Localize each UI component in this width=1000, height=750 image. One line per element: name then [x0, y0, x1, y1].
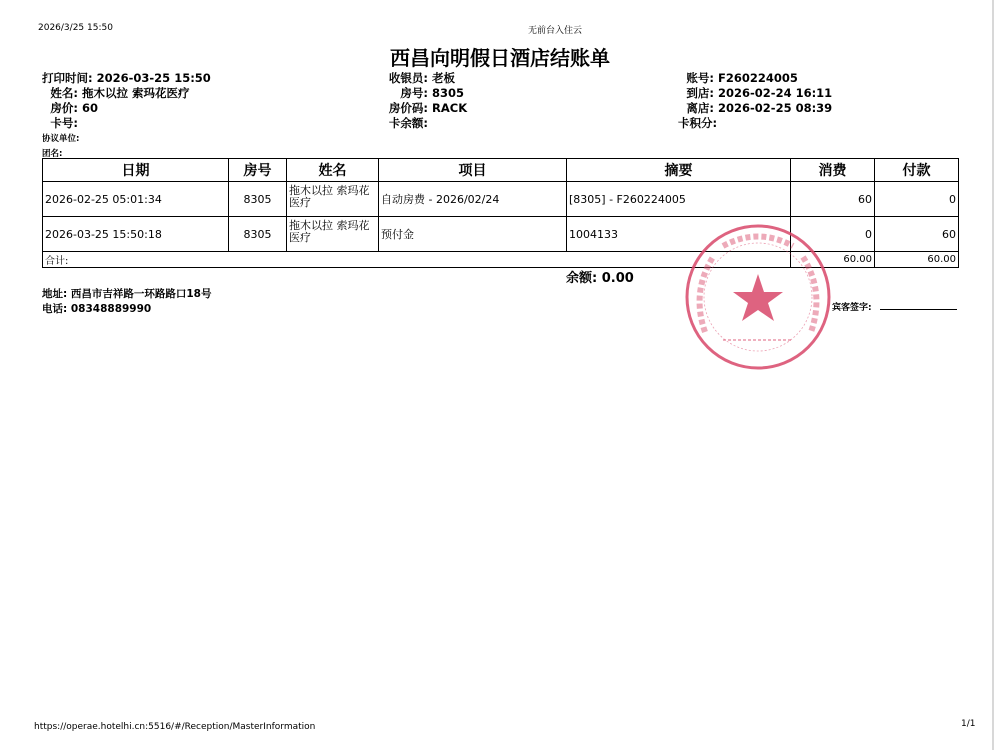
cell-name: 拖木以拉 索玛花医疗: [287, 182, 379, 217]
cell-payment: 0: [875, 182, 959, 217]
account-value: F260224005: [718, 71, 798, 85]
phone-field: [42, 301, 151, 316]
rate-label: 房价:: [50, 101, 78, 115]
cell-room: 8305: [229, 217, 287, 252]
balance-label: 余额:: [566, 271, 598, 286]
table-row: [43, 182, 959, 217]
star-icon: [733, 274, 783, 321]
rate-field: [42, 100, 98, 116]
cell-charge: 60: [791, 182, 875, 217]
account-label: 账号:: [686, 71, 714, 85]
name-field: [42, 85, 190, 101]
header-name: 姓名: [287, 159, 379, 182]
cell-payment: 60: [875, 217, 959, 252]
card-field: [42, 115, 78, 131]
name-label: 姓名:: [50, 86, 78, 100]
rate-code-value: RACK: [432, 101, 468, 115]
points-label: 卡积分:: [678, 116, 718, 130]
arrive-label: 到店:: [686, 86, 714, 100]
cell-date: 2026-03-25 15:50:18: [43, 217, 229, 252]
footer-page-number: 1/1: [961, 719, 976, 729]
rate-code-label: 房价码:: [388, 101, 428, 115]
room-value: 8305: [432, 86, 465, 100]
card-balance-label: 卡余额:: [388, 116, 428, 130]
cashier-value: 老板: [432, 71, 456, 85]
balance-value: 0.00: [601, 271, 634, 286]
room-field: [380, 85, 464, 101]
page-edge: [992, 0, 994, 750]
header-payment: 付款: [875, 159, 959, 182]
signature-label: 宾客签字:: [832, 303, 872, 313]
page-title: 西昌向明假日酒店结账单: [390, 46, 610, 70]
room-label: 房号:: [400, 86, 428, 100]
rate-value: 60: [82, 101, 99, 115]
cashier-field: [380, 70, 455, 86]
group-label: 团名:: [42, 149, 63, 159]
ledger-header-row: [43, 159, 959, 182]
signature-line: [880, 309, 957, 310]
header-summary: 摘要: [567, 159, 791, 182]
cell-item: 预付金: [379, 217, 567, 252]
arrive-field: [678, 85, 832, 101]
address-field: [42, 286, 211, 301]
header-item: 项目: [379, 159, 567, 182]
print-time-field: [42, 70, 211, 86]
account-field: [678, 70, 798, 86]
header-room: 房号: [229, 159, 287, 182]
print-time-value: 2026-03-25 15:50: [96, 71, 211, 85]
header-charge: 消费: [791, 159, 875, 182]
total-charge: 60.00: [791, 252, 875, 268]
print-header-app-name: 无前台入住云: [528, 26, 583, 36]
agreement-label: 协议单位:: [42, 134, 80, 144]
depart-label: 离店:: [686, 101, 714, 115]
agreement-field: [42, 132, 79, 144]
depart-field: [678, 100, 832, 116]
cell-item: 自动房费 - 2026/02/24: [379, 182, 567, 217]
cell-charge: 0: [791, 217, 875, 252]
cell-room: 8305: [229, 182, 287, 217]
cashier-label: 收银员:: [388, 71, 428, 85]
address-label: 地址:: [42, 288, 68, 300]
cell-summary: [8305] - F260224005: [567, 182, 791, 217]
cell-date: 2026-02-25 05:01:34: [43, 182, 229, 217]
print-header-datetime: 2026/3/25 15:50: [38, 23, 113, 33]
address-value: 西昌市吉祥路一环路路口18号: [70, 288, 212, 300]
balance-field: [566, 267, 634, 286]
total-label: 合计:: [43, 252, 791, 268]
print-time-label: 打印时间:: [42, 71, 93, 85]
card-balance-field: [380, 115, 428, 131]
phone-label: 电话:: [42, 303, 68, 315]
arrive-value: 2026-02-24 16:11: [718, 86, 833, 100]
points-field: [678, 115, 717, 131]
card-label: 卡号:: [50, 116, 78, 130]
company-seal: [683, 222, 833, 372]
header-date: 日期: [43, 159, 229, 182]
footer-url: https://operae.hotelhi.cn:5516/#/Reception/MasterInformation: [34, 722, 316, 732]
cell-name: 拖木以拉 索玛花医疗: [287, 217, 379, 252]
rate-code-field: [380, 100, 467, 116]
phone-value: 08348889990: [70, 303, 152, 315]
name-value: 拖木以拉 索玛花医疗: [82, 86, 190, 100]
depart-value: 2026-02-25 08:39: [718, 101, 833, 115]
cell-summary: 1004133: [567, 217, 791, 252]
total-payment: 60.00: [875, 252, 959, 268]
